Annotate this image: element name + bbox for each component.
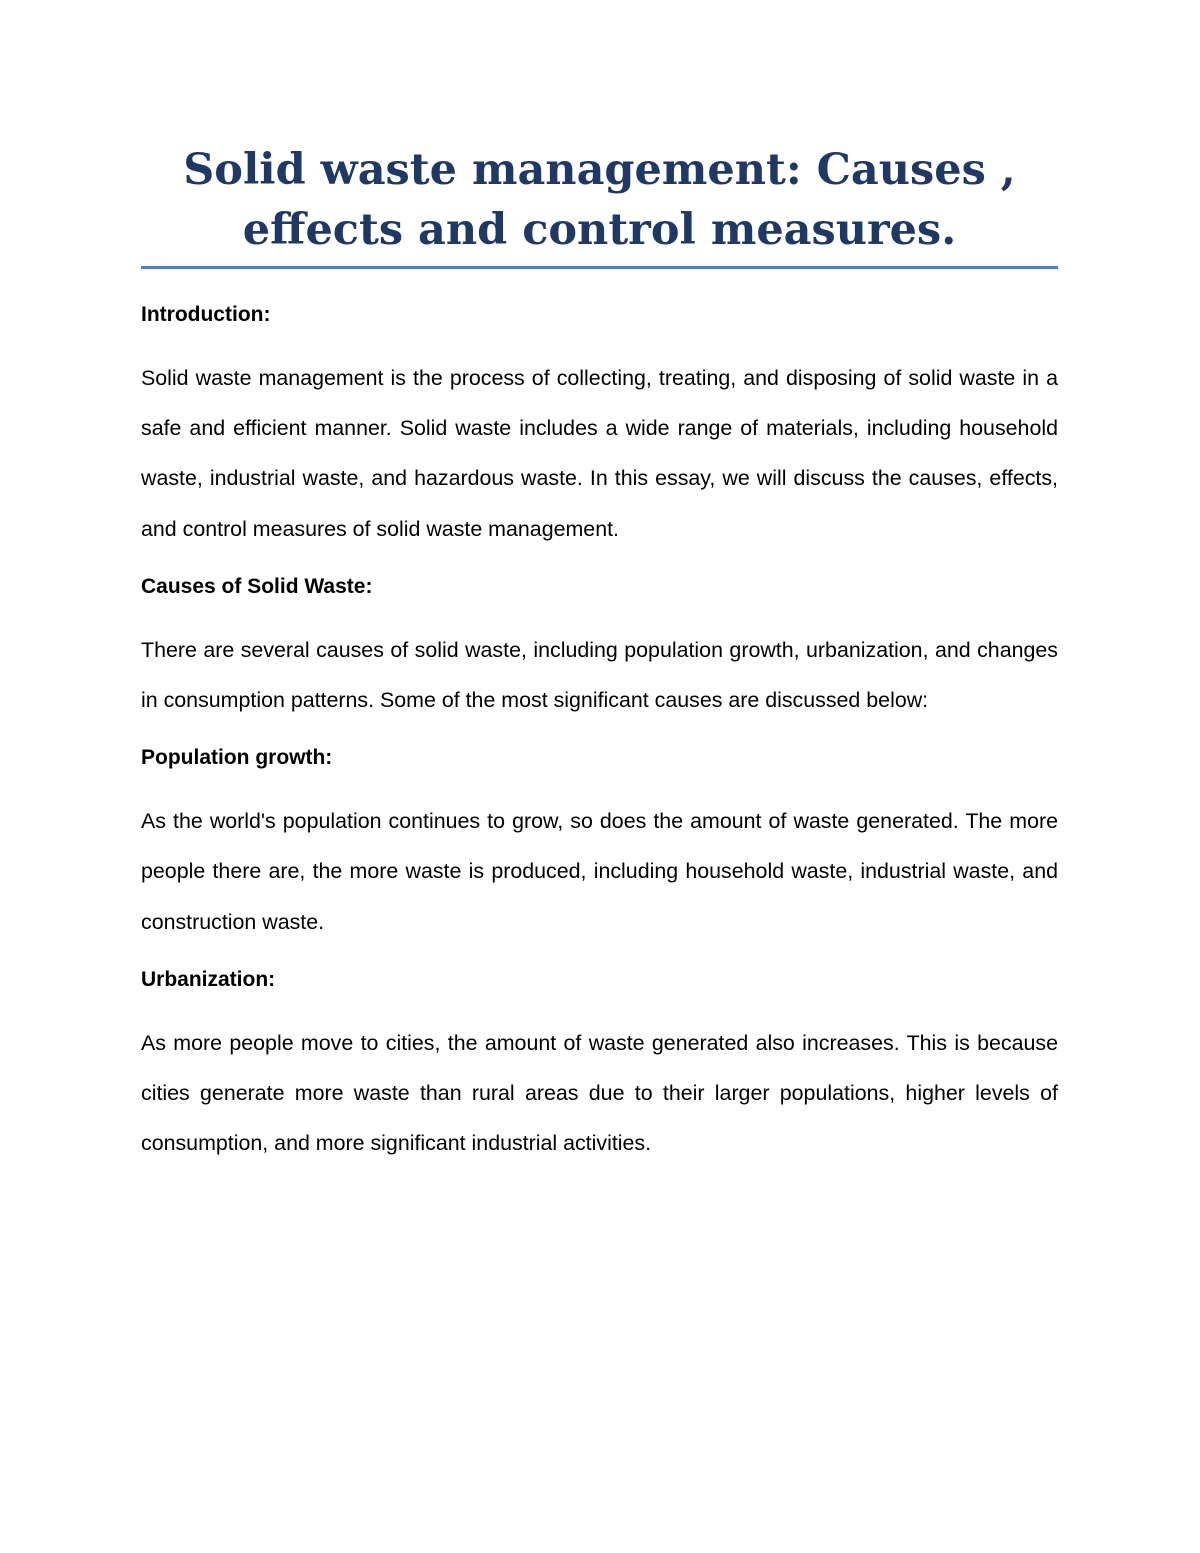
urbanization-paragraph: As more people move to cities, the amount of waste generated also increases. This is because cities generate more waste than rural areas due to their larger populations, higher levels of consumption, and more significant industrial activities.: [141, 1030, 1058, 1156]
urbanization-heading: Urbanization:: [141, 967, 276, 991]
section-introduction: [141, 302, 1058, 554]
title-divider: [141, 266, 1058, 269]
introduction-heading: Introduction:: [141, 303, 271, 326]
introduction-paragraph: Solid waste management is the process of collecting, treating, and disposing of solid waste in a safe and efficient manner. Solid waste includes a wide range of materials, including household waste, industrial waste, and hazardous waste. In this essay, we will discuss the causes, effects, and control measures of solid waste management.: [141, 366, 1058, 541]
section-urbanization: [141, 967, 1058, 1169]
causes-paragraph: There are several causes of solid waste, including population growth, urbanization, and changes in consumption patterns. Some of the most significant causes are discussed below:: [141, 637, 1058, 713]
document-title: [141, 140, 1058, 260]
title-line-1: Solid waste management: Causes ,: [183, 145, 1016, 195]
causes-heading: Causes of Solid Waste:: [141, 574, 373, 598]
document-page: [141, 140, 1058, 1188]
section-population-growth: [141, 745, 1058, 947]
section-causes: [141, 574, 1058, 725]
population-growth-heading: Population growth:: [141, 746, 333, 770]
population-growth-paragraph: As the world's population continues to grow, so does the amount of waste generated. The more people there are, the more waste is produced, including household waste, industrial waste, and construction waste.: [141, 809, 1058, 934]
title-line-2: effects and control measures.: [242, 205, 957, 255]
